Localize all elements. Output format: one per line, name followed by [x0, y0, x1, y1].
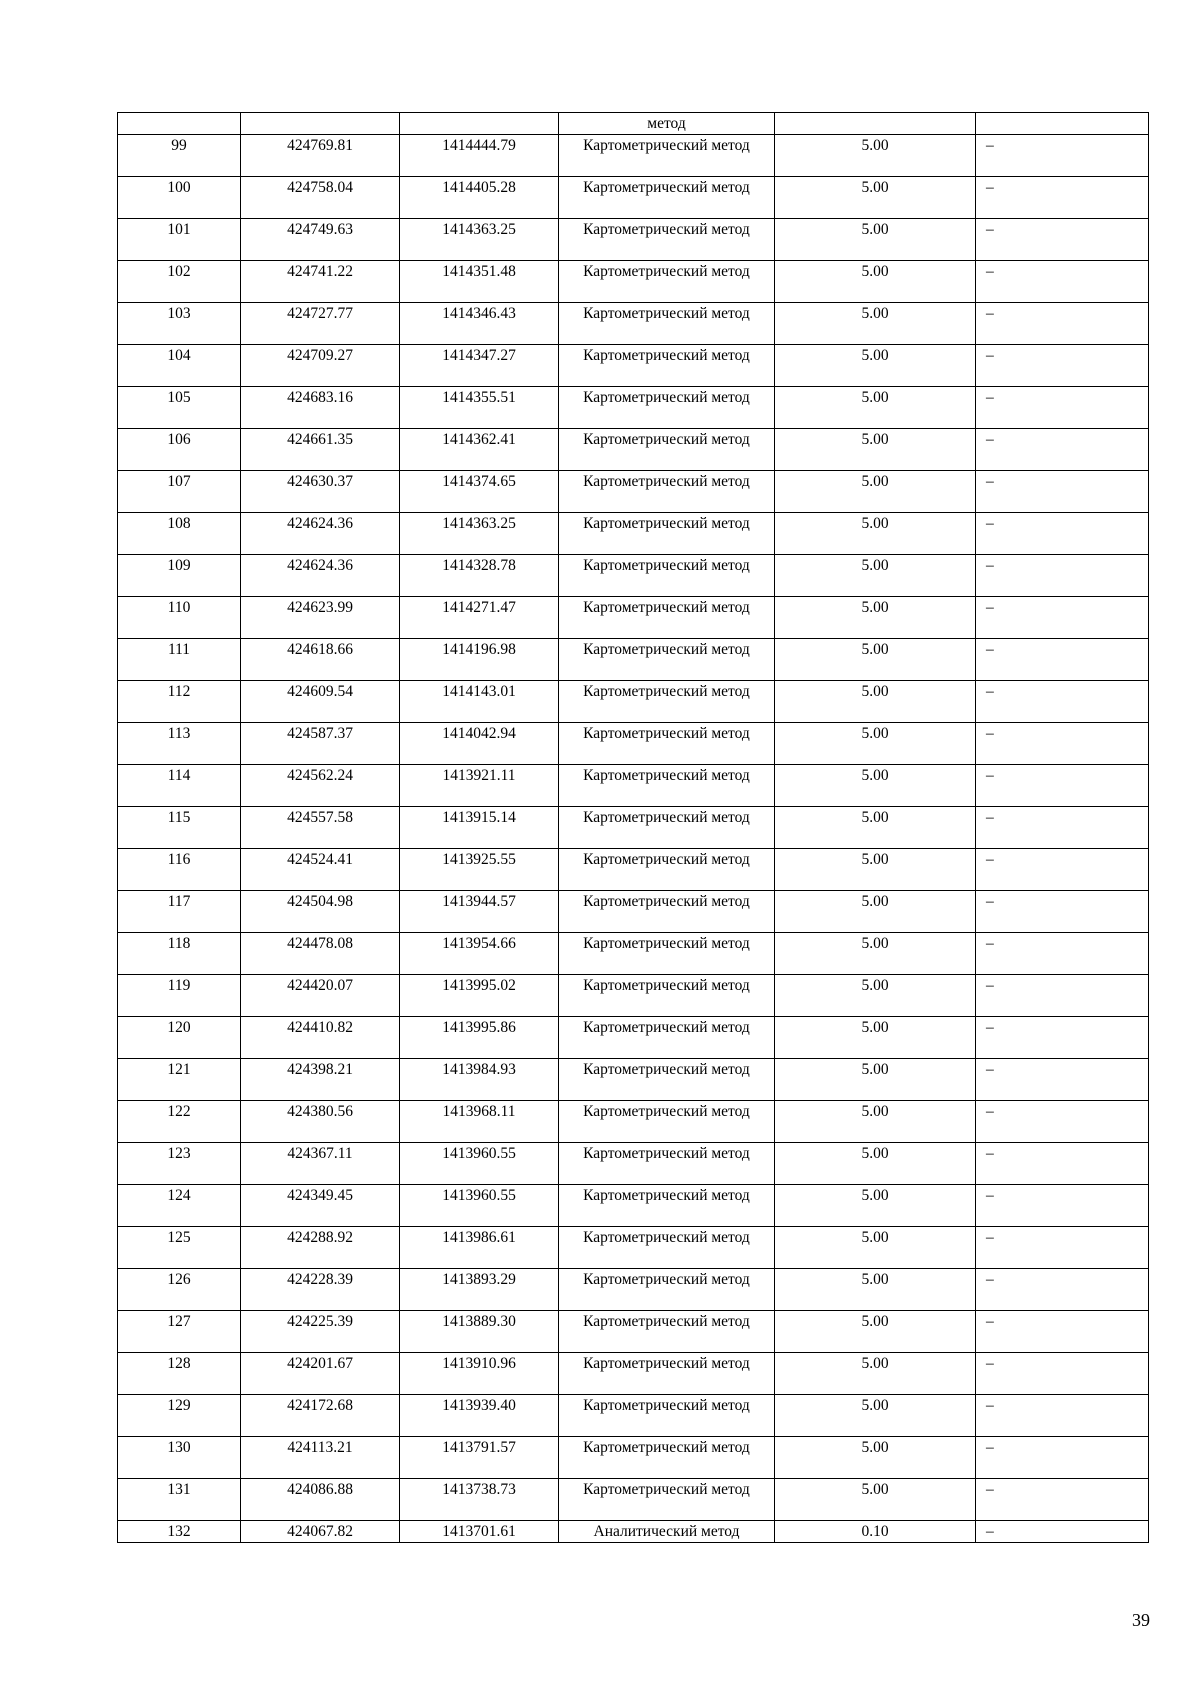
cell-number: 106 — [118, 429, 241, 471]
cell-method: Картометрический метод — [559, 1353, 775, 1395]
table-row — [118, 387, 1149, 429]
cell-method: Аналитический метод — [559, 1521, 775, 1543]
cell-method: Картометрический метод — [559, 681, 775, 723]
cell-number: 107 — [118, 471, 241, 513]
cell-method: Картометрический метод — [559, 513, 775, 555]
page-number: 39 — [1132, 1610, 1150, 1630]
cell-note: – — [976, 765, 1149, 807]
cell-note: – — [976, 1353, 1149, 1395]
table-row — [118, 1143, 1149, 1185]
cell-x: 424758.04 — [241, 177, 400, 219]
cell-x: 424624.36 — [241, 513, 400, 555]
table-row — [118, 1521, 1149, 1543]
cell-method: Картометрический метод — [559, 261, 775, 303]
cell-x: 424630.37 — [241, 471, 400, 513]
cell-accuracy — [775, 113, 976, 135]
cell-accuracy: 5.00 — [775, 471, 976, 513]
table-row — [118, 429, 1149, 471]
cell-x: 424228.39 — [241, 1269, 400, 1311]
cell-method: Картометрический метод — [559, 345, 775, 387]
cell-number: 120 — [118, 1017, 241, 1059]
cell-number: 132 — [118, 1521, 241, 1543]
cell-number: 129 — [118, 1395, 241, 1437]
cell-x: 424113.21 — [241, 1437, 400, 1479]
cell-number: 101 — [118, 219, 241, 261]
cell-number: 102 — [118, 261, 241, 303]
cell-method: Картометрический метод — [559, 1395, 775, 1437]
table-row — [118, 597, 1149, 639]
cell-y: 1413960.55 — [400, 1185, 559, 1227]
cell-method: Картометрический метод — [559, 1017, 775, 1059]
table-row — [118, 135, 1149, 177]
cell-y: 1414363.25 — [400, 219, 559, 261]
cell-number — [118, 113, 241, 135]
cell-x: 424172.68 — [241, 1395, 400, 1437]
cell-y: 1414355.51 — [400, 387, 559, 429]
cell-note: – — [976, 513, 1149, 555]
cell-y: 1413939.40 — [400, 1395, 559, 1437]
cell-number: 100 — [118, 177, 241, 219]
cell-method: Картометрический метод — [559, 975, 775, 1017]
cell-method: Картометрический метод — [559, 1185, 775, 1227]
cell-method: Картометрический метод — [559, 303, 775, 345]
cell-y: 1413701.61 — [400, 1521, 559, 1543]
cell-method: Картометрический метод — [559, 177, 775, 219]
cell-accuracy: 5.00 — [775, 849, 976, 891]
cell-note: – — [976, 1017, 1149, 1059]
continuation-row — [118, 113, 1149, 135]
cell-number: 116 — [118, 849, 241, 891]
cell-y: 1414271.47 — [400, 597, 559, 639]
cell-number: 128 — [118, 1353, 241, 1395]
cell-y: 1413968.11 — [400, 1101, 559, 1143]
cell-note: – — [976, 975, 1149, 1017]
cell-x: 424225.39 — [241, 1311, 400, 1353]
table-row — [118, 1059, 1149, 1101]
table-row — [118, 555, 1149, 597]
table-row — [118, 975, 1149, 1017]
cell-x: 424741.22 — [241, 261, 400, 303]
cell-x: 424201.67 — [241, 1353, 400, 1395]
cell-note: – — [976, 1395, 1149, 1437]
table-row — [118, 513, 1149, 555]
cell-number: 114 — [118, 765, 241, 807]
table-row — [118, 849, 1149, 891]
cell-y: 1414362.41 — [400, 429, 559, 471]
cell-x: 424623.99 — [241, 597, 400, 639]
cell-note: – — [976, 1269, 1149, 1311]
cell-method: Картометрический метод — [559, 597, 775, 639]
cell-note: – — [976, 639, 1149, 681]
cell-x: 424398.21 — [241, 1059, 400, 1101]
cell-method: Картометрический метод — [559, 387, 775, 429]
cell-accuracy: 5.00 — [775, 1311, 976, 1353]
cell-x: 424288.92 — [241, 1227, 400, 1269]
table-row — [118, 891, 1149, 933]
cell-accuracy: 5.00 — [775, 891, 976, 933]
cell-accuracy: 5.00 — [775, 723, 976, 765]
cell-x: 424067.82 — [241, 1521, 400, 1543]
cell-note: – — [976, 1479, 1149, 1521]
cell-x — [241, 113, 400, 135]
cell-note: – — [976, 807, 1149, 849]
cell-number: 130 — [118, 1437, 241, 1479]
cell-y — [400, 113, 559, 135]
cell-note: – — [976, 1143, 1149, 1185]
cell-accuracy: 5.00 — [775, 261, 976, 303]
cell-x: 424683.16 — [241, 387, 400, 429]
cell-accuracy: 5.00 — [775, 429, 976, 471]
cell-y: 1413921.11 — [400, 765, 559, 807]
cell-x: 424557.58 — [241, 807, 400, 849]
cell-x: 424769.81 — [241, 135, 400, 177]
table-row — [118, 177, 1149, 219]
cell-method: Картометрический метод — [559, 429, 775, 471]
cell-x: 424367.11 — [241, 1143, 400, 1185]
cell-method: Картометрический метод — [559, 1143, 775, 1185]
table-row — [118, 471, 1149, 513]
cell-x: 424609.54 — [241, 681, 400, 723]
cell-accuracy: 5.00 — [775, 1395, 976, 1437]
table-row — [118, 681, 1149, 723]
table-row — [118, 639, 1149, 681]
cell-x: 424618.66 — [241, 639, 400, 681]
cell-x: 424749.63 — [241, 219, 400, 261]
cell-method: Картометрический метод — [559, 1311, 775, 1353]
cell-number: 111 — [118, 639, 241, 681]
cell-y: 1413960.55 — [400, 1143, 559, 1185]
table-row — [118, 1017, 1149, 1059]
table-row — [118, 303, 1149, 345]
cell-number: 118 — [118, 933, 241, 975]
cell-note: – — [976, 261, 1149, 303]
cell-number: 121 — [118, 1059, 241, 1101]
cell-accuracy: 5.00 — [775, 765, 976, 807]
cell-y: 1414143.01 — [400, 681, 559, 723]
cell-y: 1414042.94 — [400, 723, 559, 765]
cell-accuracy: 5.00 — [775, 1437, 976, 1479]
cell-y: 1414363.25 — [400, 513, 559, 555]
cell-method: Картометрический метод — [559, 1269, 775, 1311]
cell-y: 1414405.28 — [400, 177, 559, 219]
cell-y: 1413889.30 — [400, 1311, 559, 1353]
cell-accuracy: 5.00 — [775, 1353, 976, 1395]
cell-number: 113 — [118, 723, 241, 765]
cell-method: Картометрический метод — [559, 1059, 775, 1101]
cell-note: – — [976, 723, 1149, 765]
cell-note: – — [976, 1227, 1149, 1269]
cell-y: 1414346.43 — [400, 303, 559, 345]
cell-method: Картометрический метод — [559, 639, 775, 681]
cell-accuracy: 5.00 — [775, 807, 976, 849]
cell-number: 99 — [118, 135, 241, 177]
cell-note: – — [976, 303, 1149, 345]
cell-y: 1413944.57 — [400, 891, 559, 933]
cell-accuracy: 5.00 — [775, 1227, 976, 1269]
cell-number: 110 — [118, 597, 241, 639]
cell-x: 424727.77 — [241, 303, 400, 345]
cell-note: – — [976, 1185, 1149, 1227]
cell-number: 117 — [118, 891, 241, 933]
cell-accuracy: 5.00 — [775, 1269, 976, 1311]
table-row — [118, 1185, 1149, 1227]
cell-number: 103 — [118, 303, 241, 345]
cell-accuracy: 5.00 — [775, 1185, 976, 1227]
cell-note: – — [976, 1521, 1149, 1543]
cell-method: Картометрический метод — [559, 723, 775, 765]
cell-accuracy: 5.00 — [775, 387, 976, 429]
cell-y: 1413791.57 — [400, 1437, 559, 1479]
cell-x: 424624.36 — [241, 555, 400, 597]
cell-x: 424504.98 — [241, 891, 400, 933]
cell-accuracy: 5.00 — [775, 681, 976, 723]
cell-note: – — [976, 1311, 1149, 1353]
cell-note: – — [976, 429, 1149, 471]
cell-note — [976, 113, 1149, 135]
cell-method: Картометрический метод — [559, 1101, 775, 1143]
cell-number: 112 — [118, 681, 241, 723]
cell-note: – — [976, 177, 1149, 219]
cell-method: Картометрический метод — [559, 1479, 775, 1521]
cell-number: 124 — [118, 1185, 241, 1227]
cell-accuracy: 5.00 — [775, 933, 976, 975]
cell-note: – — [976, 387, 1149, 429]
cell-accuracy: 5.00 — [775, 975, 976, 1017]
cell-note: – — [976, 849, 1149, 891]
table-body — [118, 113, 1149, 1543]
cell-accuracy: 5.00 — [775, 1059, 976, 1101]
cell-number: 104 — [118, 345, 241, 387]
cell-x: 424587.37 — [241, 723, 400, 765]
coordinates-table — [117, 112, 1149, 1543]
cell-x: 424086.88 — [241, 1479, 400, 1521]
table-row — [118, 933, 1149, 975]
cell-note: – — [976, 681, 1149, 723]
cell-number: 126 — [118, 1269, 241, 1311]
cell-y: 1414351.48 — [400, 261, 559, 303]
cell-y: 1413984.93 — [400, 1059, 559, 1101]
cell-note: – — [976, 555, 1149, 597]
table-row — [118, 723, 1149, 765]
cell-y: 1413995.86 — [400, 1017, 559, 1059]
cell-accuracy: 5.00 — [775, 1101, 976, 1143]
cell-y: 1413738.73 — [400, 1479, 559, 1521]
cell-x: 424661.35 — [241, 429, 400, 471]
cell-number: 122 — [118, 1101, 241, 1143]
cell-note: – — [976, 1437, 1149, 1479]
cell-y: 1414374.65 — [400, 471, 559, 513]
cell-accuracy: 5.00 — [775, 1143, 976, 1185]
cell-method: Картометрический метод — [559, 219, 775, 261]
cell-accuracy: 5.00 — [775, 555, 976, 597]
cell-y: 1413954.66 — [400, 933, 559, 975]
cell-note: – — [976, 1101, 1149, 1143]
cell-x: 424524.41 — [241, 849, 400, 891]
cell-number: 131 — [118, 1479, 241, 1521]
cell-accuracy: 5.00 — [775, 345, 976, 387]
cell-x: 424478.08 — [241, 933, 400, 975]
cell-method: Картометрический метод — [559, 1437, 775, 1479]
cell-note: – — [976, 1059, 1149, 1101]
cell-x: 424380.56 — [241, 1101, 400, 1143]
cell-accuracy: 5.00 — [775, 219, 976, 261]
table-row — [118, 219, 1149, 261]
cell-accuracy: 5.00 — [775, 639, 976, 681]
cell-accuracy: 5.00 — [775, 1479, 976, 1521]
cell-method: метод — [559, 113, 775, 135]
cell-method: Картометрический метод — [559, 807, 775, 849]
table-row — [118, 345, 1149, 387]
cell-number: 127 — [118, 1311, 241, 1353]
cell-method: Картометрический метод — [559, 1227, 775, 1269]
table-row — [118, 261, 1149, 303]
cell-method: Картометрический метод — [559, 891, 775, 933]
cell-x: 424420.07 — [241, 975, 400, 1017]
cell-y: 1413910.96 — [400, 1353, 559, 1395]
table-row — [118, 1353, 1149, 1395]
cell-method: Картометрический метод — [559, 933, 775, 975]
cell-y: 1413893.29 — [400, 1269, 559, 1311]
cell-note: – — [976, 597, 1149, 639]
cell-y: 1414347.27 — [400, 345, 559, 387]
cell-number: 105 — [118, 387, 241, 429]
cell-note: – — [976, 471, 1149, 513]
table-row — [118, 1269, 1149, 1311]
table-row — [118, 807, 1149, 849]
cell-y: 1413915.14 — [400, 807, 559, 849]
cell-accuracy: 5.00 — [775, 177, 976, 219]
table-row — [118, 1437, 1149, 1479]
cell-number: 123 — [118, 1143, 241, 1185]
table-row — [118, 765, 1149, 807]
cell-accuracy: 5.00 — [775, 135, 976, 177]
cell-y: 1413925.55 — [400, 849, 559, 891]
cell-y: 1414328.78 — [400, 555, 559, 597]
table-row — [118, 1395, 1149, 1437]
cell-accuracy: 5.00 — [775, 1017, 976, 1059]
cell-accuracy: 5.00 — [775, 303, 976, 345]
cell-y: 1414444.79 — [400, 135, 559, 177]
cell-number: 108 — [118, 513, 241, 555]
cell-method: Картометрический метод — [559, 849, 775, 891]
cell-x: 424349.45 — [241, 1185, 400, 1227]
cell-x: 424562.24 — [241, 765, 400, 807]
table-row — [118, 1227, 1149, 1269]
cell-x: 424709.27 — [241, 345, 400, 387]
cell-method: Картометрический метод — [559, 765, 775, 807]
cell-y: 1413995.02 — [400, 975, 559, 1017]
cell-method: Картометрический метод — [559, 471, 775, 513]
cell-number: 109 — [118, 555, 241, 597]
cell-method: Картометрический метод — [559, 135, 775, 177]
cell-y: 1414196.98 — [400, 639, 559, 681]
cell-note: – — [976, 933, 1149, 975]
cell-note: – — [976, 219, 1149, 261]
table-row — [118, 1311, 1149, 1353]
cell-note: – — [976, 345, 1149, 387]
cell-accuracy: 5.00 — [775, 513, 976, 555]
table-row — [118, 1101, 1149, 1143]
cell-note: – — [976, 135, 1149, 177]
cell-method: Картометрический метод — [559, 555, 775, 597]
cell-number: 125 — [118, 1227, 241, 1269]
cell-number: 115 — [118, 807, 241, 849]
cell-accuracy: 5.00 — [775, 597, 976, 639]
cell-number: 119 — [118, 975, 241, 1017]
cell-x: 424410.82 — [241, 1017, 400, 1059]
cell-y: 1413986.61 — [400, 1227, 559, 1269]
cell-note: – — [976, 891, 1149, 933]
cell-accuracy: 0.10 — [775, 1521, 976, 1543]
table-row — [118, 1479, 1149, 1521]
